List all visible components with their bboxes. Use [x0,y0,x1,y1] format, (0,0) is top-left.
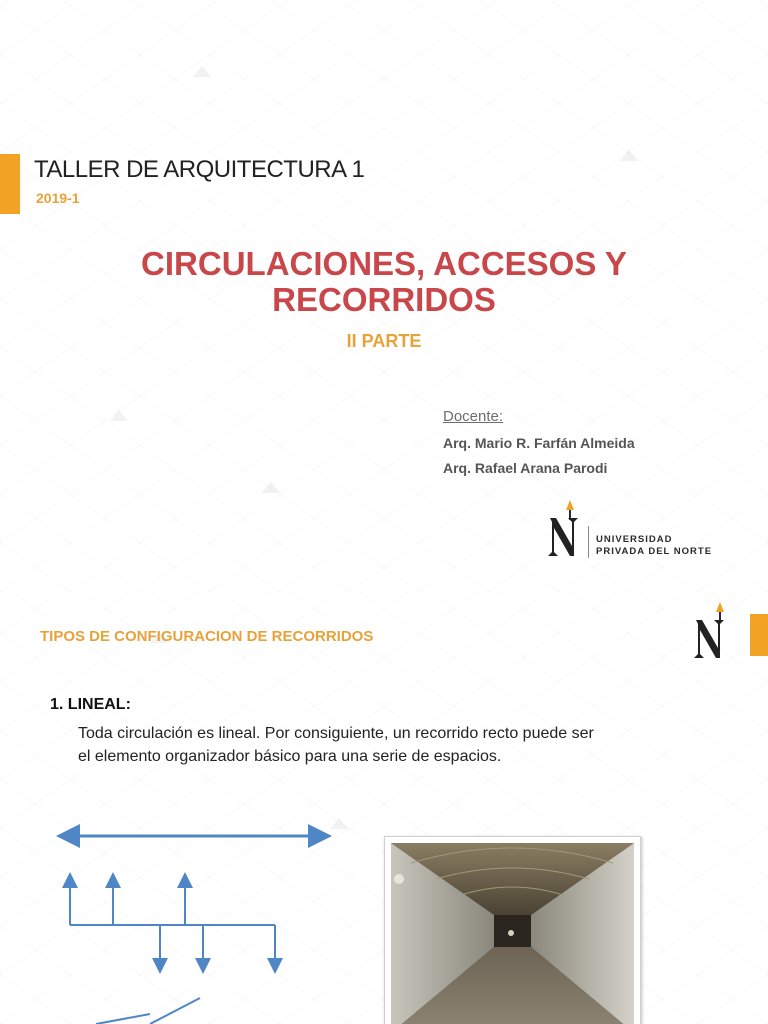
corridor-photo [391,843,634,1024]
diagonal-path-line [150,998,200,1024]
university-name [596,534,712,558]
main-title-line-1: CIRCULACIONES, ACCESOS Y [141,245,627,282]
university-name-line-1: UNIVERSIDAD [596,534,673,545]
content-slide [0,592,768,1024]
docente-name: Arq. Mario R. Farfán Almeida [443,435,635,451]
main-title [0,246,768,318]
logo-divider [588,526,589,558]
section-title: TIPOS DE CONFIGURACION DE RECORRIDOS [40,628,374,645]
university-logo-icon [544,498,586,558]
university-name-line-2: PRIVADA DEL NORTE [596,546,713,557]
linear-circulation-diagram [0,592,360,1024]
term-label: 2019-1 [36,190,80,206]
corridor-photo-frame [384,836,641,1024]
docente-name: Arq. Rafael Arana Parodi [443,460,608,476]
diagonal-path-line [96,1014,150,1024]
university-logo-icon [690,600,732,660]
course-title: TALLER DE ARQUITECTURA 1 [34,156,365,183]
subtitle: II PARTE [346,331,422,351]
accent-bar [750,614,768,656]
body-text: Toda circulación es lineal. Por consiguiente, un recorrido recto puede ser el elemento organizador básico para una serie de espacios. [78,725,594,765]
decor-triangle [620,150,638,161]
docente-label: Docente: [443,408,504,425]
accent-bar [0,154,20,214]
main-title-line-2: RECORRIDOS [272,281,496,318]
item-heading: 1. LINEAL: [50,696,131,713]
decor-triangle [110,410,128,421]
decor-triangle [193,66,211,77]
decor-triangle [262,482,280,493]
